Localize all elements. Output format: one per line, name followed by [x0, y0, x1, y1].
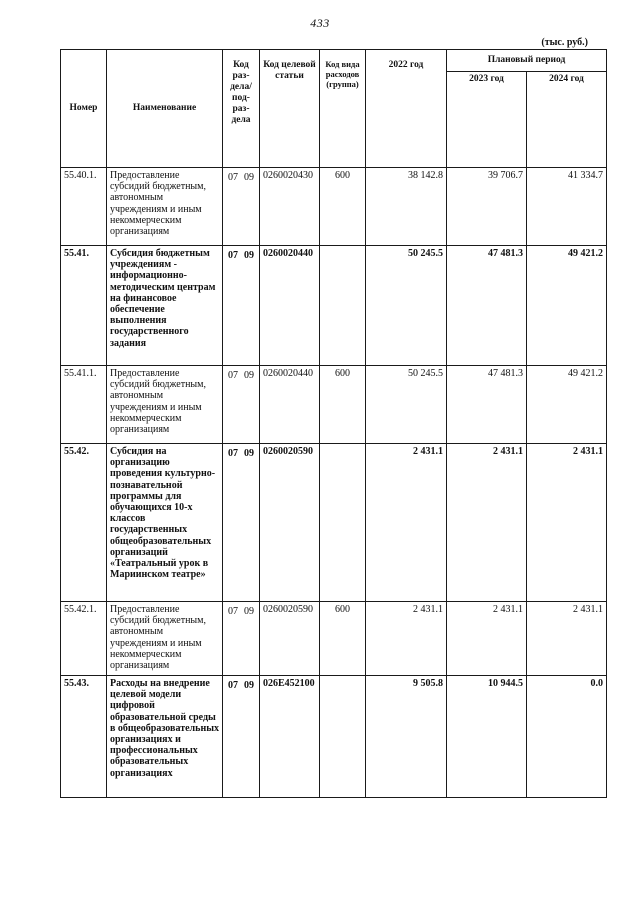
- budget-table: [60, 49, 607, 798]
- row-section-code: [223, 246, 260, 366]
- row-value-2023: 10 944.5: [447, 676, 527, 798]
- row-value-2023: 39 706.7: [447, 168, 527, 246]
- header-section-code: Код раз- дела/ под- раз- дела: [223, 50, 260, 168]
- row-value-2024: 0.0: [527, 676, 607, 798]
- row-value-2023: 2 431.1: [447, 602, 527, 676]
- row-value-2024: 49 421.2: [527, 246, 607, 366]
- row-name: Предоставление субсидий бюджетным, автономным учреждениям и иным некоммерческим организациям: [107, 366, 223, 444]
- row-target-code: 0260020440: [260, 246, 320, 366]
- row-value-2022: 2 431.1: [366, 444, 447, 602]
- header-planned-period: Плановый период: [447, 50, 607, 72]
- row-podrazdel: 09: [244, 448, 254, 459]
- table-row: [61, 444, 607, 602]
- row-target-code: 0260020590: [260, 602, 320, 676]
- page-number: 433: [310, 16, 330, 30]
- row-podrazdel: 09: [244, 370, 254, 381]
- row-target-code: 0260020440: [260, 366, 320, 444]
- row-expense-code: [320, 676, 366, 798]
- table-row: [61, 366, 607, 444]
- row-number: 55.42.1.: [61, 602, 107, 676]
- row-expense-code: 600: [320, 602, 366, 676]
- row-razdel: 07: [228, 172, 238, 183]
- row-value-2024: 41 334.7: [527, 168, 607, 246]
- row-section-code: [223, 676, 260, 798]
- row-target-code: 026E452100: [260, 676, 320, 798]
- row-podrazdel: 09: [244, 680, 254, 691]
- units-label: (тыс. руб.): [541, 37, 588, 48]
- row-value-2024: 2 431.1: [527, 444, 607, 602]
- header-target-code: Код целевой статьи: [260, 50, 320, 168]
- header-year-2024: 2024 год: [527, 72, 607, 168]
- table-row: [61, 676, 607, 798]
- table-row: [61, 246, 607, 366]
- row-razdel: 07: [228, 448, 238, 459]
- row-number: 55.41.: [61, 246, 107, 366]
- table-row: [61, 168, 607, 246]
- row-section-code: [223, 602, 260, 676]
- row-target-code: 0260020430: [260, 168, 320, 246]
- row-value-2023: 47 481.3: [447, 246, 527, 366]
- header-expense-code: Код вида расходов (группа): [320, 50, 366, 168]
- row-expense-code: [320, 246, 366, 366]
- row-value-2023: 2 431.1: [447, 444, 527, 602]
- row-value-2022: 9 505.8: [366, 676, 447, 798]
- row-value-2023: 47 481.3: [447, 366, 527, 444]
- header-year-2022: 2022 год: [366, 50, 447, 168]
- row-name: Субсидия на организацию проведения культурно-познавательной программы для обучающихся 10-х классов государственных общеобразовательных организаций «Театральный урок в Мариинском театре»: [107, 444, 223, 602]
- row-podrazdel: 09: [244, 250, 254, 261]
- row-number: 55.43.: [61, 676, 107, 798]
- header-number: Номер: [61, 50, 107, 168]
- row-razdel: 07: [228, 680, 238, 691]
- row-name: Предоставление субсидий бюджетным, автономным учреждениям и иным некоммерческим организациям: [107, 168, 223, 246]
- row-value-2022: 50 245.5: [366, 246, 447, 366]
- row-target-code: 0260020590: [260, 444, 320, 602]
- row-number: 55.41.1.: [61, 366, 107, 444]
- row-expense-code: [320, 444, 366, 602]
- row-value-2022: 50 245.5: [366, 366, 447, 444]
- row-section-code: [223, 366, 260, 444]
- row-name: Субсидия бюджетным учреждениям - информационно-методическим центрам на финансовое обеспечение выполнения государственного задания: [107, 246, 223, 366]
- row-podrazdel: 09: [244, 172, 254, 183]
- row-number: 55.40.1.: [61, 168, 107, 246]
- row-value-2024: 49 421.2: [527, 366, 607, 444]
- row-razdel: 07: [228, 606, 238, 617]
- row-value-2022: 38 142.8: [366, 168, 447, 246]
- header-year-2023: 2023 год: [447, 72, 527, 168]
- row-section-code: [223, 168, 260, 246]
- row-value-2024: 2 431.1: [527, 602, 607, 676]
- row-name: Предоставление субсидий бюджетным, автономным учреждениям и иным некоммерческим организациям: [107, 602, 223, 676]
- row-expense-code: 600: [320, 366, 366, 444]
- row-razdel: 07: [228, 250, 238, 261]
- row-podrazdel: 09: [244, 606, 254, 617]
- row-name: Расходы на внедрение целевой модели цифровой образовательной среды в общеобразовательных организациях и профессиональных образовательных организациях: [107, 676, 223, 798]
- table-row: [61, 602, 607, 676]
- row-expense-code: 600: [320, 168, 366, 246]
- header-name: Наименование: [107, 50, 223, 168]
- row-number: 55.42.: [61, 444, 107, 602]
- row-razdel: 07: [228, 370, 238, 381]
- row-value-2022: 2 431.1: [366, 602, 447, 676]
- row-section-code: [223, 444, 260, 602]
